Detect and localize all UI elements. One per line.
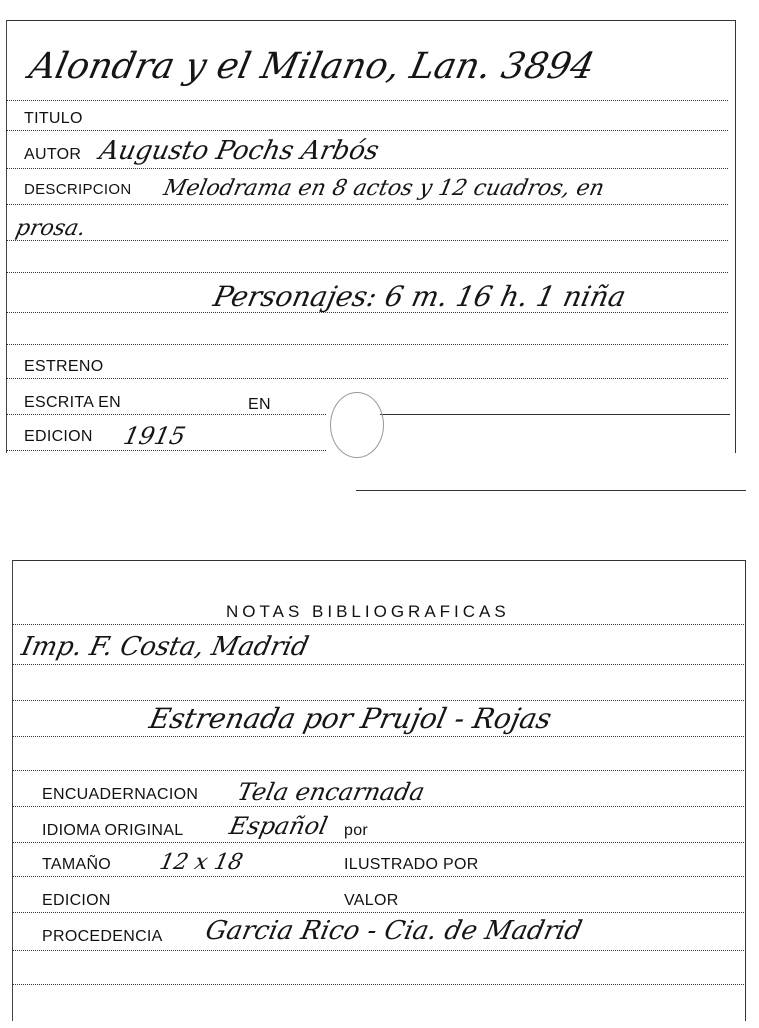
- rule-line: [12, 770, 744, 771]
- rule-line: [6, 130, 728, 131]
- rule-line: [6, 168, 728, 169]
- rule-line: [6, 272, 728, 273]
- rule-line: [12, 876, 744, 877]
- rule-line: [6, 100, 728, 101]
- edicion-value: 1915: [121, 422, 189, 450]
- descripcion-line2: prosa.: [13, 216, 88, 241]
- idioma-value: Español: [227, 812, 331, 840]
- label-edicion-bottom: EDICION: [42, 892, 111, 909]
- label-por: por: [344, 822, 369, 839]
- tamano-value: 12 x 18: [157, 850, 246, 875]
- label-estreno: ESTRENO: [24, 358, 104, 375]
- rule-line: [12, 950, 744, 951]
- rule-line: [12, 700, 744, 701]
- label-encuadernacion: ENCUADERNACION: [42, 786, 199, 803]
- label-ilustrado-por: ILUSTRADO POR: [344, 856, 479, 873]
- label-tamano: TAMAÑO: [42, 856, 112, 873]
- rule-line: [12, 806, 744, 807]
- stamp-mark: [330, 392, 384, 458]
- label-valor: VALOR: [344, 892, 399, 909]
- rule-line: [12, 912, 744, 913]
- rule-line: [12, 624, 744, 625]
- note-imprenta: Imp. F. Costa, Madrid: [18, 632, 312, 662]
- procedencia-value: Garcia Rico - Cia. de Madrid: [202, 916, 585, 946]
- rule-line: [12, 664, 744, 665]
- rule-line: [6, 378, 728, 379]
- label-idioma-original: IDIOMA ORIGINAL: [42, 822, 184, 839]
- notas-heading: NOTAS BIBLIOGRAFICAS: [226, 602, 510, 621]
- descripcion-line1: Melodrama en 8 actos y 12 cuadros, en: [161, 176, 607, 201]
- rule-line: [6, 414, 326, 415]
- label-en: EN: [248, 396, 271, 413]
- label-escrita-en: ESCRITA EN: [24, 394, 121, 411]
- rule-line: [6, 450, 326, 451]
- note-estreno: Estrenada por Prujol - Rojas: [146, 702, 555, 735]
- personajes: Personajes: 6 m. 16 h. 1 niña: [210, 280, 629, 313]
- label-edicion-top: EDICION: [24, 428, 93, 445]
- rule-line: [12, 736, 744, 737]
- encuadernacion-value: Tela encarnada: [235, 778, 428, 806]
- autor-value: Augusto Pochs Arbós: [96, 136, 382, 166]
- title-handwritten: Alondra y el Milano, Lan. 3894: [25, 46, 599, 87]
- rule-line: [6, 312, 728, 313]
- detached-rule: [356, 490, 746, 491]
- label-descripcion: DESCRIPCION: [24, 181, 132, 198]
- rule-line: [6, 344, 728, 345]
- label-titulo: TITULO: [24, 110, 83, 127]
- label-procedencia: PROCEDENCIA: [42, 928, 163, 945]
- rule-line: [380, 414, 730, 415]
- rule-line: [12, 842, 744, 843]
- rule-line: [12, 984, 744, 985]
- rule-line: [6, 240, 728, 241]
- rule-line: [6, 204, 728, 205]
- label-autor: AUTOR: [24, 146, 82, 163]
